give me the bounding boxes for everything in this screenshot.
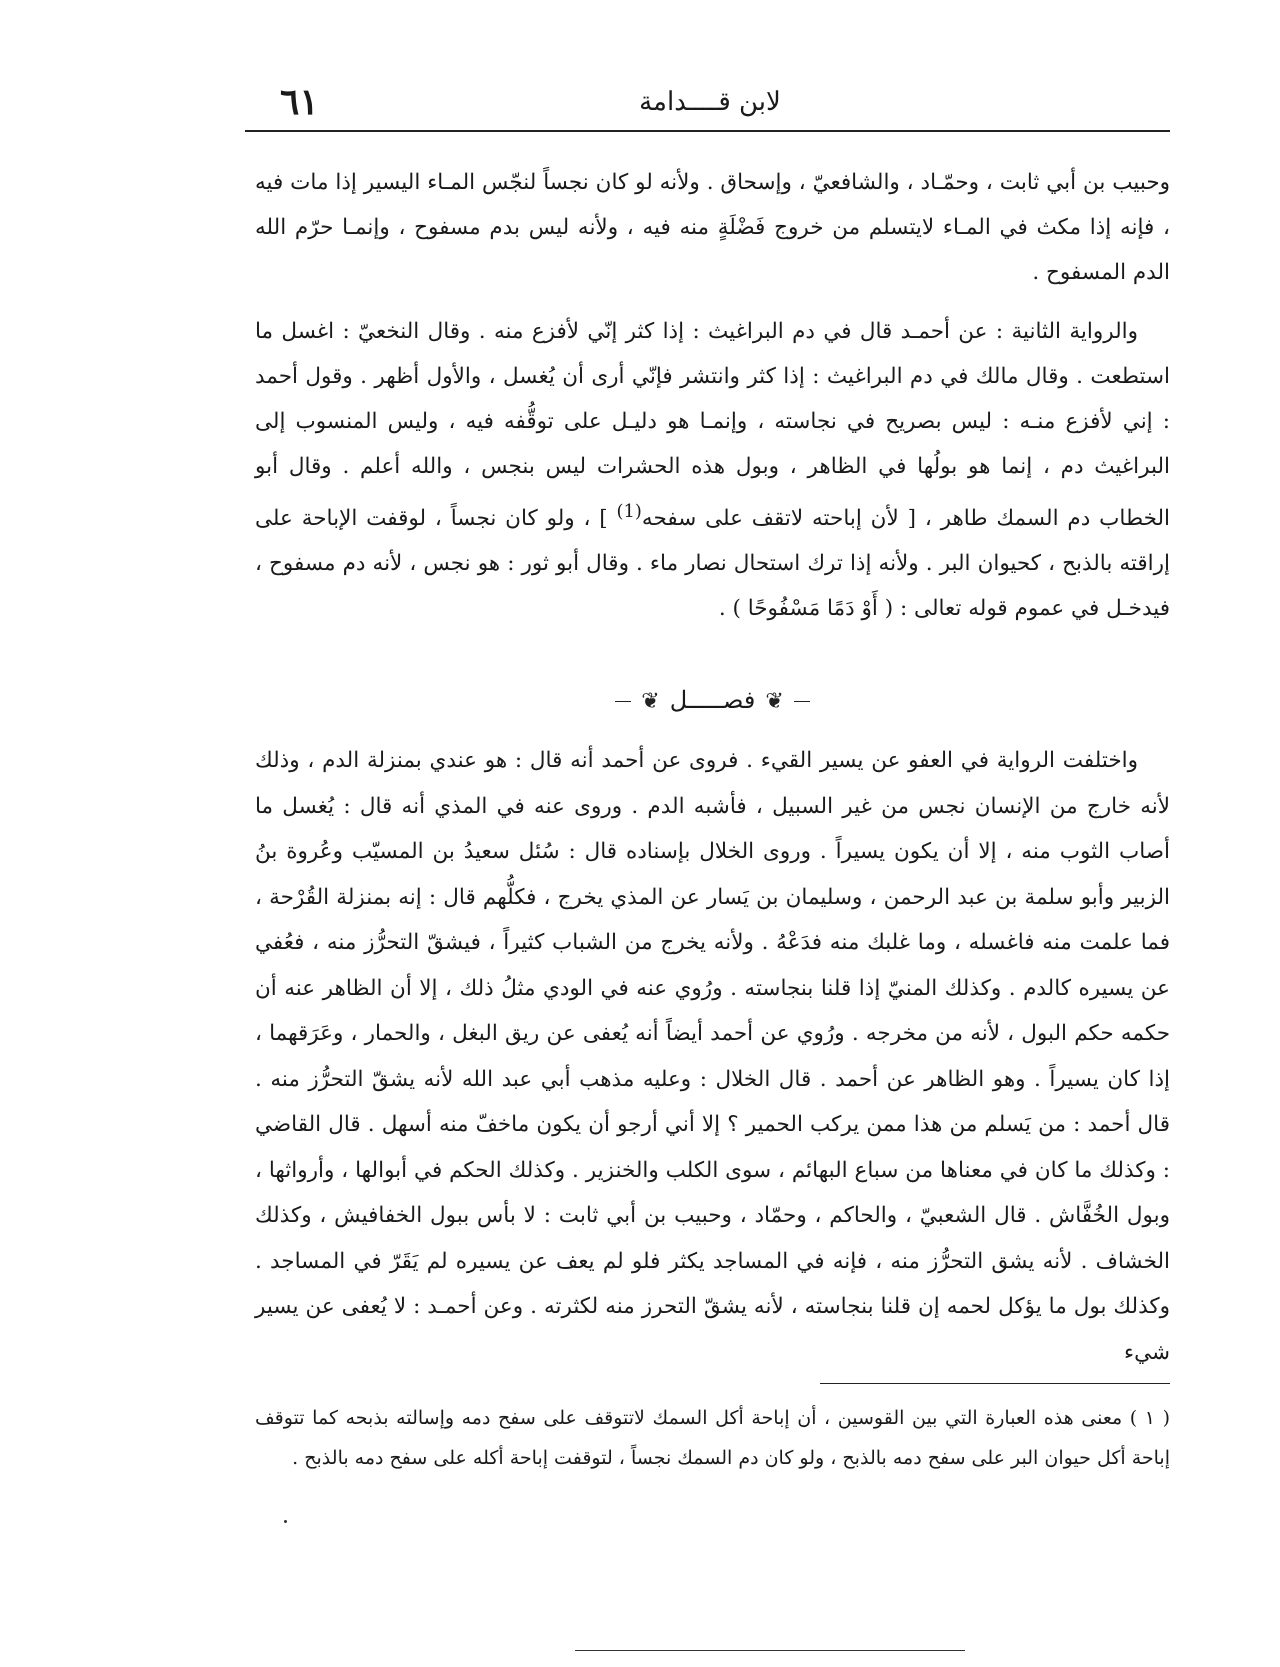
scan-speck	[284, 1520, 287, 1523]
section-heading	[255, 682, 1170, 720]
main-text	[255, 160, 1170, 631]
running-title: لابن قــــدامة	[639, 87, 781, 117]
paragraph-2-text: والرواية الثانية : عن أحمـد قال في دم البراغيث : إذا كثر إنّي لأفزع منه . وقال النخعيّ : اغسل ما استطعت . وقال مالك في دم البراغيث : إذا كثر وانتشر فإنّي أرى أن يُغسل ، والأول أظهر . وقول أحمد : إني لأفزع منـه : ليس بصريح في نجاسته ، وإنمـا هو دليـل على توقُّفه فيه ، وليس المنسوب إلى البراغيث دم ، إنما هو بولُها في الظاهر ، وبول هذه الحشرات ليس بنجس ، والله أعلم . وقال أبو الخطاب دم السمك طاهر ، [ لأن إباحته لاتقف على سفحه	[255, 319, 1170, 532]
section-heading-text: فصـــــل	[669, 686, 756, 714]
heading-dash-left	[615, 701, 631, 702]
bottom-rule	[575, 1650, 965, 1651]
footnote-marker: (1)	[616, 501, 642, 522]
paragraph-1: وحبيب بن أبي ثابت ، وحمّـاد ، والشافعيّ ، وإسحاق . ولأنه لو كان نجساً لنجّس المـاء اليسير إذا مات فيه ، فإنه إذا مكث في المـاء لايتسلم من خروج فَضْلَةٍ منه فيه ، ولأنه ليس بدم مسفوح ، وإنمـا حرّم الله الدم المسفوح .	[255, 170, 1170, 285]
header-rule	[245, 130, 1170, 132]
ornament-right-icon: ❦	[765, 688, 784, 714]
paragraph-gap	[255, 295, 1170, 309]
page-header	[245, 80, 1175, 130]
footnote	[255, 1398, 1170, 1478]
heading-dash-right	[794, 701, 810, 702]
section-text	[255, 738, 1170, 1375]
ornament-left-icon: ❦	[641, 688, 660, 714]
paragraph-2-continuation: ] ، ولو كان نجساً ، لوقفت الإباحة على إراقته بالذبح ، كحيوان البر . ولأنه إذا ترك استحال نصار ماء . وقال أبو ثور : هو نجس ، لأنه دم مسفوح ، فيدخـل في عموم قوله تعالى : ( أَوْ دَمًا مَسْفُوحًا ) .	[255, 506, 1170, 622]
paragraph-2	[255, 309, 1170, 631]
page-number: ٦١	[280, 81, 319, 123]
section-paragraph: واختلفت الرواية في العفو عن يسير القيء . فروى عن أحمد أنه قال : هو عندي بمنزلة الدم ، وذلك لأنه خارج من الإنسان نجس من غير السبيل ، فأشبه الدم . وروى عنه في المذي أنه قال : يُغسل ما أصاب الثوب منه ، إلا أن يكون يسيراً . وروى الخلال بإسناده قال : سُئل سعيدُ بن المسيّب وعُروة بنُ الزبير وأبو سلمة بن عبد الرحمن ، وسليمان بن يَسار عن المذي يخرج ، فكلُّهم قال : إنه بمنزلة القُرْحة ، فما علمت منه فاغسله ، وما غلبك منه فدَعْهُ . ولأنه يخرج من الشباب كثيراً ، فيشقّ التحرُّز منه ، فعُفي عن يسيره كالدم . وكذلك المنيّ إذا قلنا بنجاسته . ورُوي عنه في الودي مثلُ ذلك ، إلا أن الظاهر عنه أن حكمه حكم البول ، لأنه من مخرجه . ورُوي عن أحمد أيضاً أنه يُعفى عن ريق البغل ، والحمار ، وعَرَقهما ، إذا كان يسيراً . وهو الظاهر عن أحمد . قال الخلال : وعليه مذهب أبي عبد الله لأنه يشقّ التحرُّز منه . قال أحمد : من يَسلم من هذا ممن يركب الحمير ؟ إلا أني أرجو أن يكون ماخفّ منه أسهل . قال القاضي : وكذلك ما كان في معناها من سباع البهائم ، سوى الكلب والخنزير . وكذلك الحكم في أبوالها ، وأرواثها ، وبول الخُفَّاش . قال الشعبيّ ، والحاكم ، وحمّاد ، وحبيب بن أبي ثابت : لا بأس ببول الخفافيش ، وكذلك الخشاف . لأنه يشق التحرُّز منه ، فإنه في المساجد يكثر فلو لم يعف عن يسيره لم يَقَرّ في المساجد . وكذلك بول ما يؤكل لحمه إن قلنا بنجاسته ، لأنه يشقّ التحرز منه لكثرته . وعن أحمـد : لا يُعفى عن يسير شيء	[255, 748, 1170, 1365]
footnote-text: ( ١ ) معنى هذه العبارة التي بين القوسين ، أن إباحة أكل السمك لاتتوقف على سفح دمه وإسالته بذبحه كما تتوقف إباحة أكل حيوان البر على سفح دمه بالذبح ، ولو كان دم السمك نجساً ، لتوقفت إباحة أكله على سفح دمه بالذبح .	[255, 1407, 1170, 1469]
footnote-rule	[820, 1383, 1170, 1384]
